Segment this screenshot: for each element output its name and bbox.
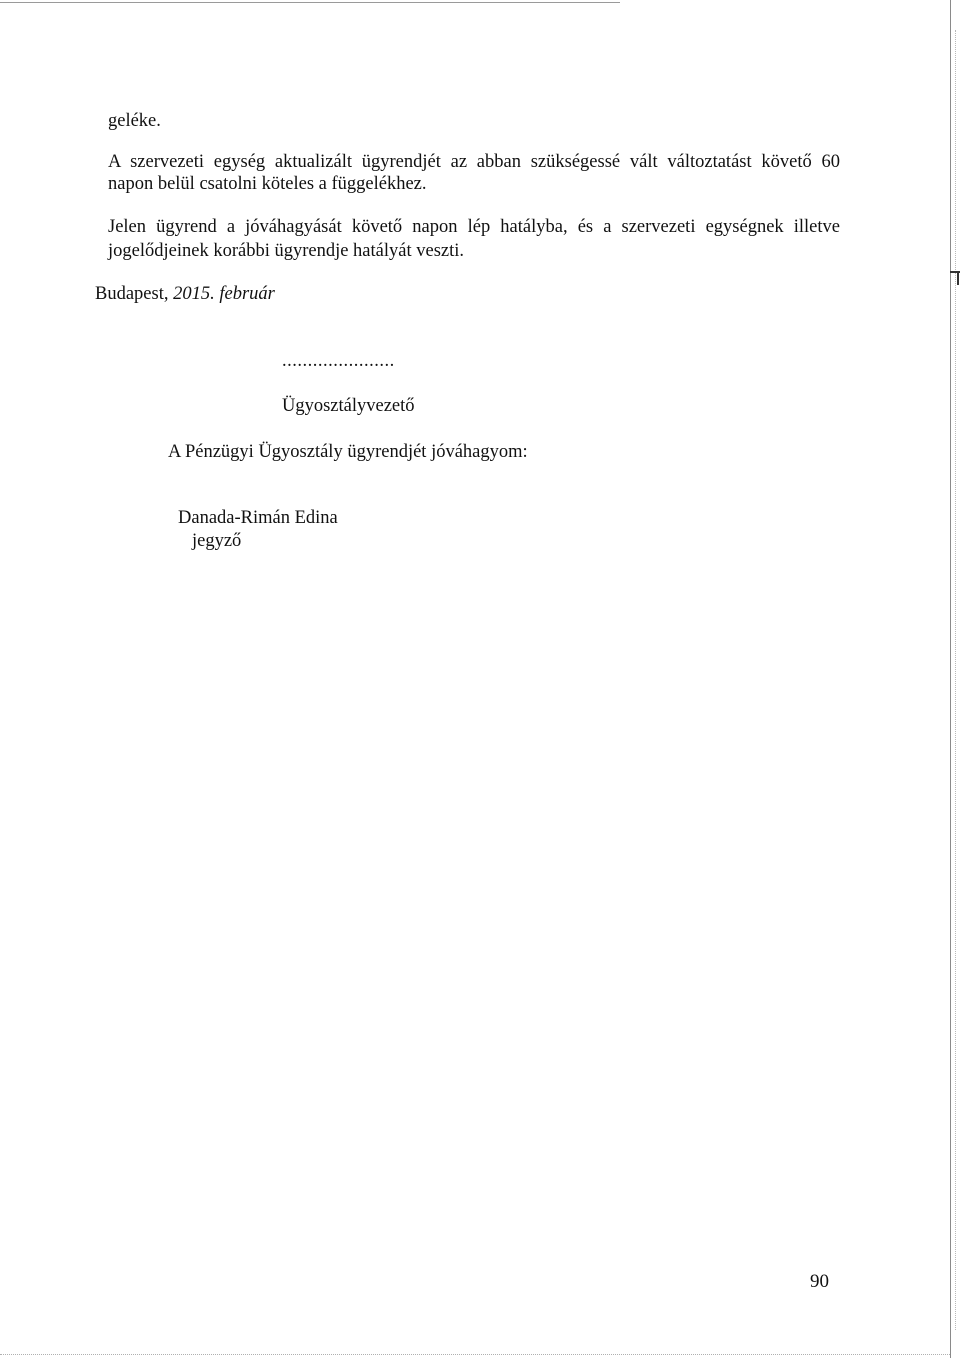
signature-2-title: jegyző bbox=[192, 531, 242, 551]
paragraph-1-line-1: geléke. bbox=[108, 111, 161, 131]
scan-edge-right bbox=[950, 0, 951, 1358]
signature-1-title: Ügyosztályvezető bbox=[282, 396, 415, 416]
scan-mark-vertical bbox=[957, 271, 959, 285]
scan-edge-top bbox=[0, 2, 620, 3]
page-number: 90 bbox=[810, 1271, 829, 1292]
paragraph-2-line-1: A szervezeti egység aktualizált ügyrendjét az abban szükségessé vált változtatást követő 60 bbox=[108, 152, 840, 172]
signature-2-name: Danada-Rimán Edina bbox=[178, 508, 338, 528]
approval-statement: A Pénzügyi Ügyosztály ügyrendjét jóváhagyom: bbox=[168, 442, 528, 462]
signature-1-dots: ...................... bbox=[282, 351, 395, 371]
scan-edge-bottom bbox=[0, 1354, 950, 1355]
paragraph-3-line-2: jogelődjeinek korábbi ügyrendje hatályát veszti. bbox=[108, 241, 465, 261]
date-value: 2015. február bbox=[173, 284, 275, 304]
date-place: Budapest, bbox=[95, 284, 169, 304]
paragraph-2-line-2: napon belül csatolni köteles a függelékhez. bbox=[108, 174, 427, 194]
paragraph-3-line-1: Jelen ügyrend a jóváhagyását követő napon lép hatályba, és a szervezeti egységnek illetve bbox=[108, 217, 840, 237]
date-line bbox=[95, 283, 275, 305]
scan-edge-right-dotted bbox=[955, 30, 956, 1330]
